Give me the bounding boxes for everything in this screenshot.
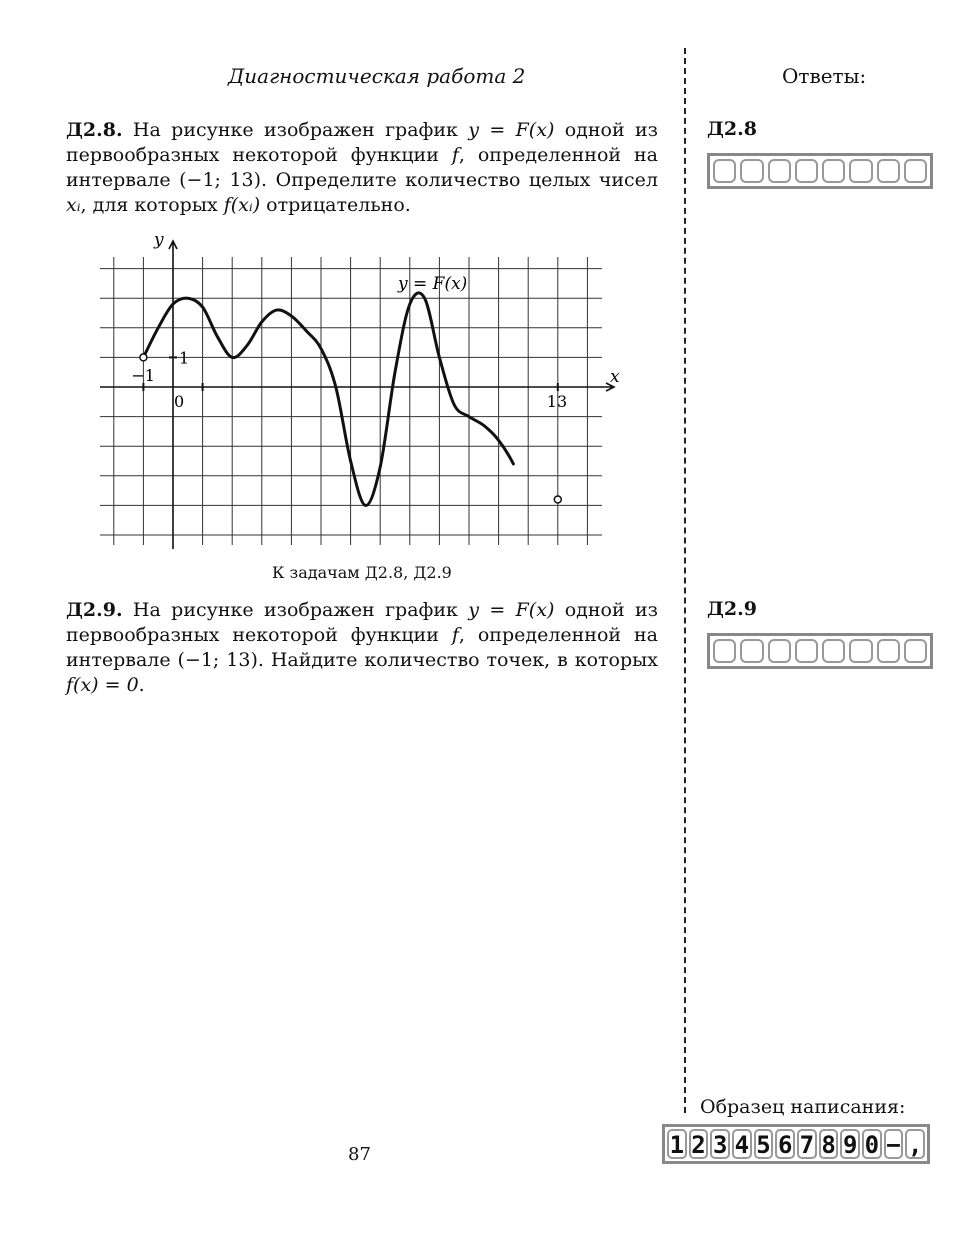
answer-cell[interactable]: [768, 159, 791, 183]
chart-caption: К задачам Д2.8, Д2.9: [272, 563, 452, 582]
tick-label-x-minus1: −1: [131, 366, 155, 385]
answer-cell[interactable]: [822, 639, 845, 663]
answer-cell[interactable]: [795, 639, 818, 663]
tick-label-x-13: 13: [546, 392, 568, 411]
sample-char: 0: [862, 1129, 882, 1159]
tick-label-x-zero: 0: [174, 392, 185, 411]
answers-title: Ответы:: [782, 64, 867, 88]
sample-char: 6: [775, 1129, 795, 1159]
sample-char: 7: [797, 1129, 817, 1159]
task-d29: [66, 598, 658, 698]
answer-cell[interactable]: [904, 639, 927, 663]
sample-char: 9: [840, 1129, 860, 1159]
answer-cell[interactable]: [795, 159, 818, 183]
answer-cell[interactable]: [822, 159, 845, 183]
tick-label-y-1: 1: [179, 348, 190, 368]
chart-xlabel: x: [610, 367, 620, 387]
task-d28-text-b: одной из первообразных некоторой функции: [66, 119, 658, 166]
sample-char: ,: [905, 1129, 925, 1159]
task-d28-formula: y = F(x): [468, 119, 555, 141]
sample-char: 2: [689, 1129, 709, 1159]
task-d28-f: f: [451, 144, 459, 166]
sample-char: 8: [819, 1129, 839, 1159]
answer-cell[interactable]: [849, 159, 872, 183]
task-d28-text-e: отрицательно.: [260, 194, 411, 216]
answer-cell[interactable]: [768, 639, 791, 663]
chart-endpoint-end: [554, 496, 561, 503]
page-number: 87: [348, 1144, 371, 1165]
answer-boxes-d29[interactable]: [707, 633, 933, 669]
task-d28: [66, 118, 658, 218]
task-d28-xi: xᵢ: [66, 194, 81, 216]
sample-char: 1: [667, 1129, 687, 1159]
task-d29-label: Д2.9.: [66, 599, 123, 621]
task-d29-formula: y = F(x): [468, 599, 555, 621]
task-d29-f: f: [451, 624, 459, 646]
task-d28-text-c: , определенной на интервале (−1; 13). Определите количество целых чисел: [66, 144, 658, 191]
sample-strip: [662, 1124, 930, 1164]
task-d28-fxi: f(xᵢ): [223, 194, 261, 216]
sample-char: −: [884, 1129, 904, 1159]
chart-ylabel: y: [154, 230, 164, 250]
chart-endpoint-start: [140, 354, 147, 361]
header-title: Диагностическая работа 2: [228, 64, 526, 88]
answer-cell[interactable]: [740, 639, 763, 663]
task-d29-text-a: На рисунке изображен график: [122, 599, 469, 621]
answers-divider: [684, 48, 686, 1113]
answer-boxes-d28[interactable]: [707, 153, 933, 189]
answer-cell[interactable]: [713, 639, 736, 663]
answer-cell[interactable]: [877, 639, 900, 663]
task-d28-label: Д2.8.: [66, 119, 123, 141]
chart-svg: [96, 225, 620, 555]
answer-cell[interactable]: [904, 159, 927, 183]
task-d28-text-d: , для которых: [80, 194, 224, 216]
answer-cell[interactable]: [713, 159, 736, 183]
task-d29-text-b: одной из первообразных некоторой функции: [66, 599, 658, 646]
task-d29-text-d: .: [138, 674, 145, 696]
answer-cell[interactable]: [849, 639, 872, 663]
chart-title: y = F(x): [398, 274, 468, 294]
sample-char: 5: [754, 1129, 774, 1159]
answer-cell[interactable]: [740, 159, 763, 183]
sample-char: 4: [732, 1129, 752, 1159]
sample-char: 3: [710, 1129, 730, 1159]
task-d29-eq: f(x) = 0: [66, 674, 139, 696]
task-d29-text-c: , определенной на интервале (−1; 13). Найдите количество точек, в которых: [66, 624, 658, 671]
answer-cell[interactable]: [877, 159, 900, 183]
chart-curve: [143, 293, 513, 506]
sample-label: Образец написания:: [700, 1096, 906, 1118]
answer-label-d29: Д2.9: [707, 598, 757, 620]
task-d28-text-a: На рисунке изображен график: [122, 119, 469, 141]
answer-label-d28: Д2.8: [707, 118, 757, 140]
chart: [96, 225, 620, 555]
x-axis: [100, 383, 614, 391]
